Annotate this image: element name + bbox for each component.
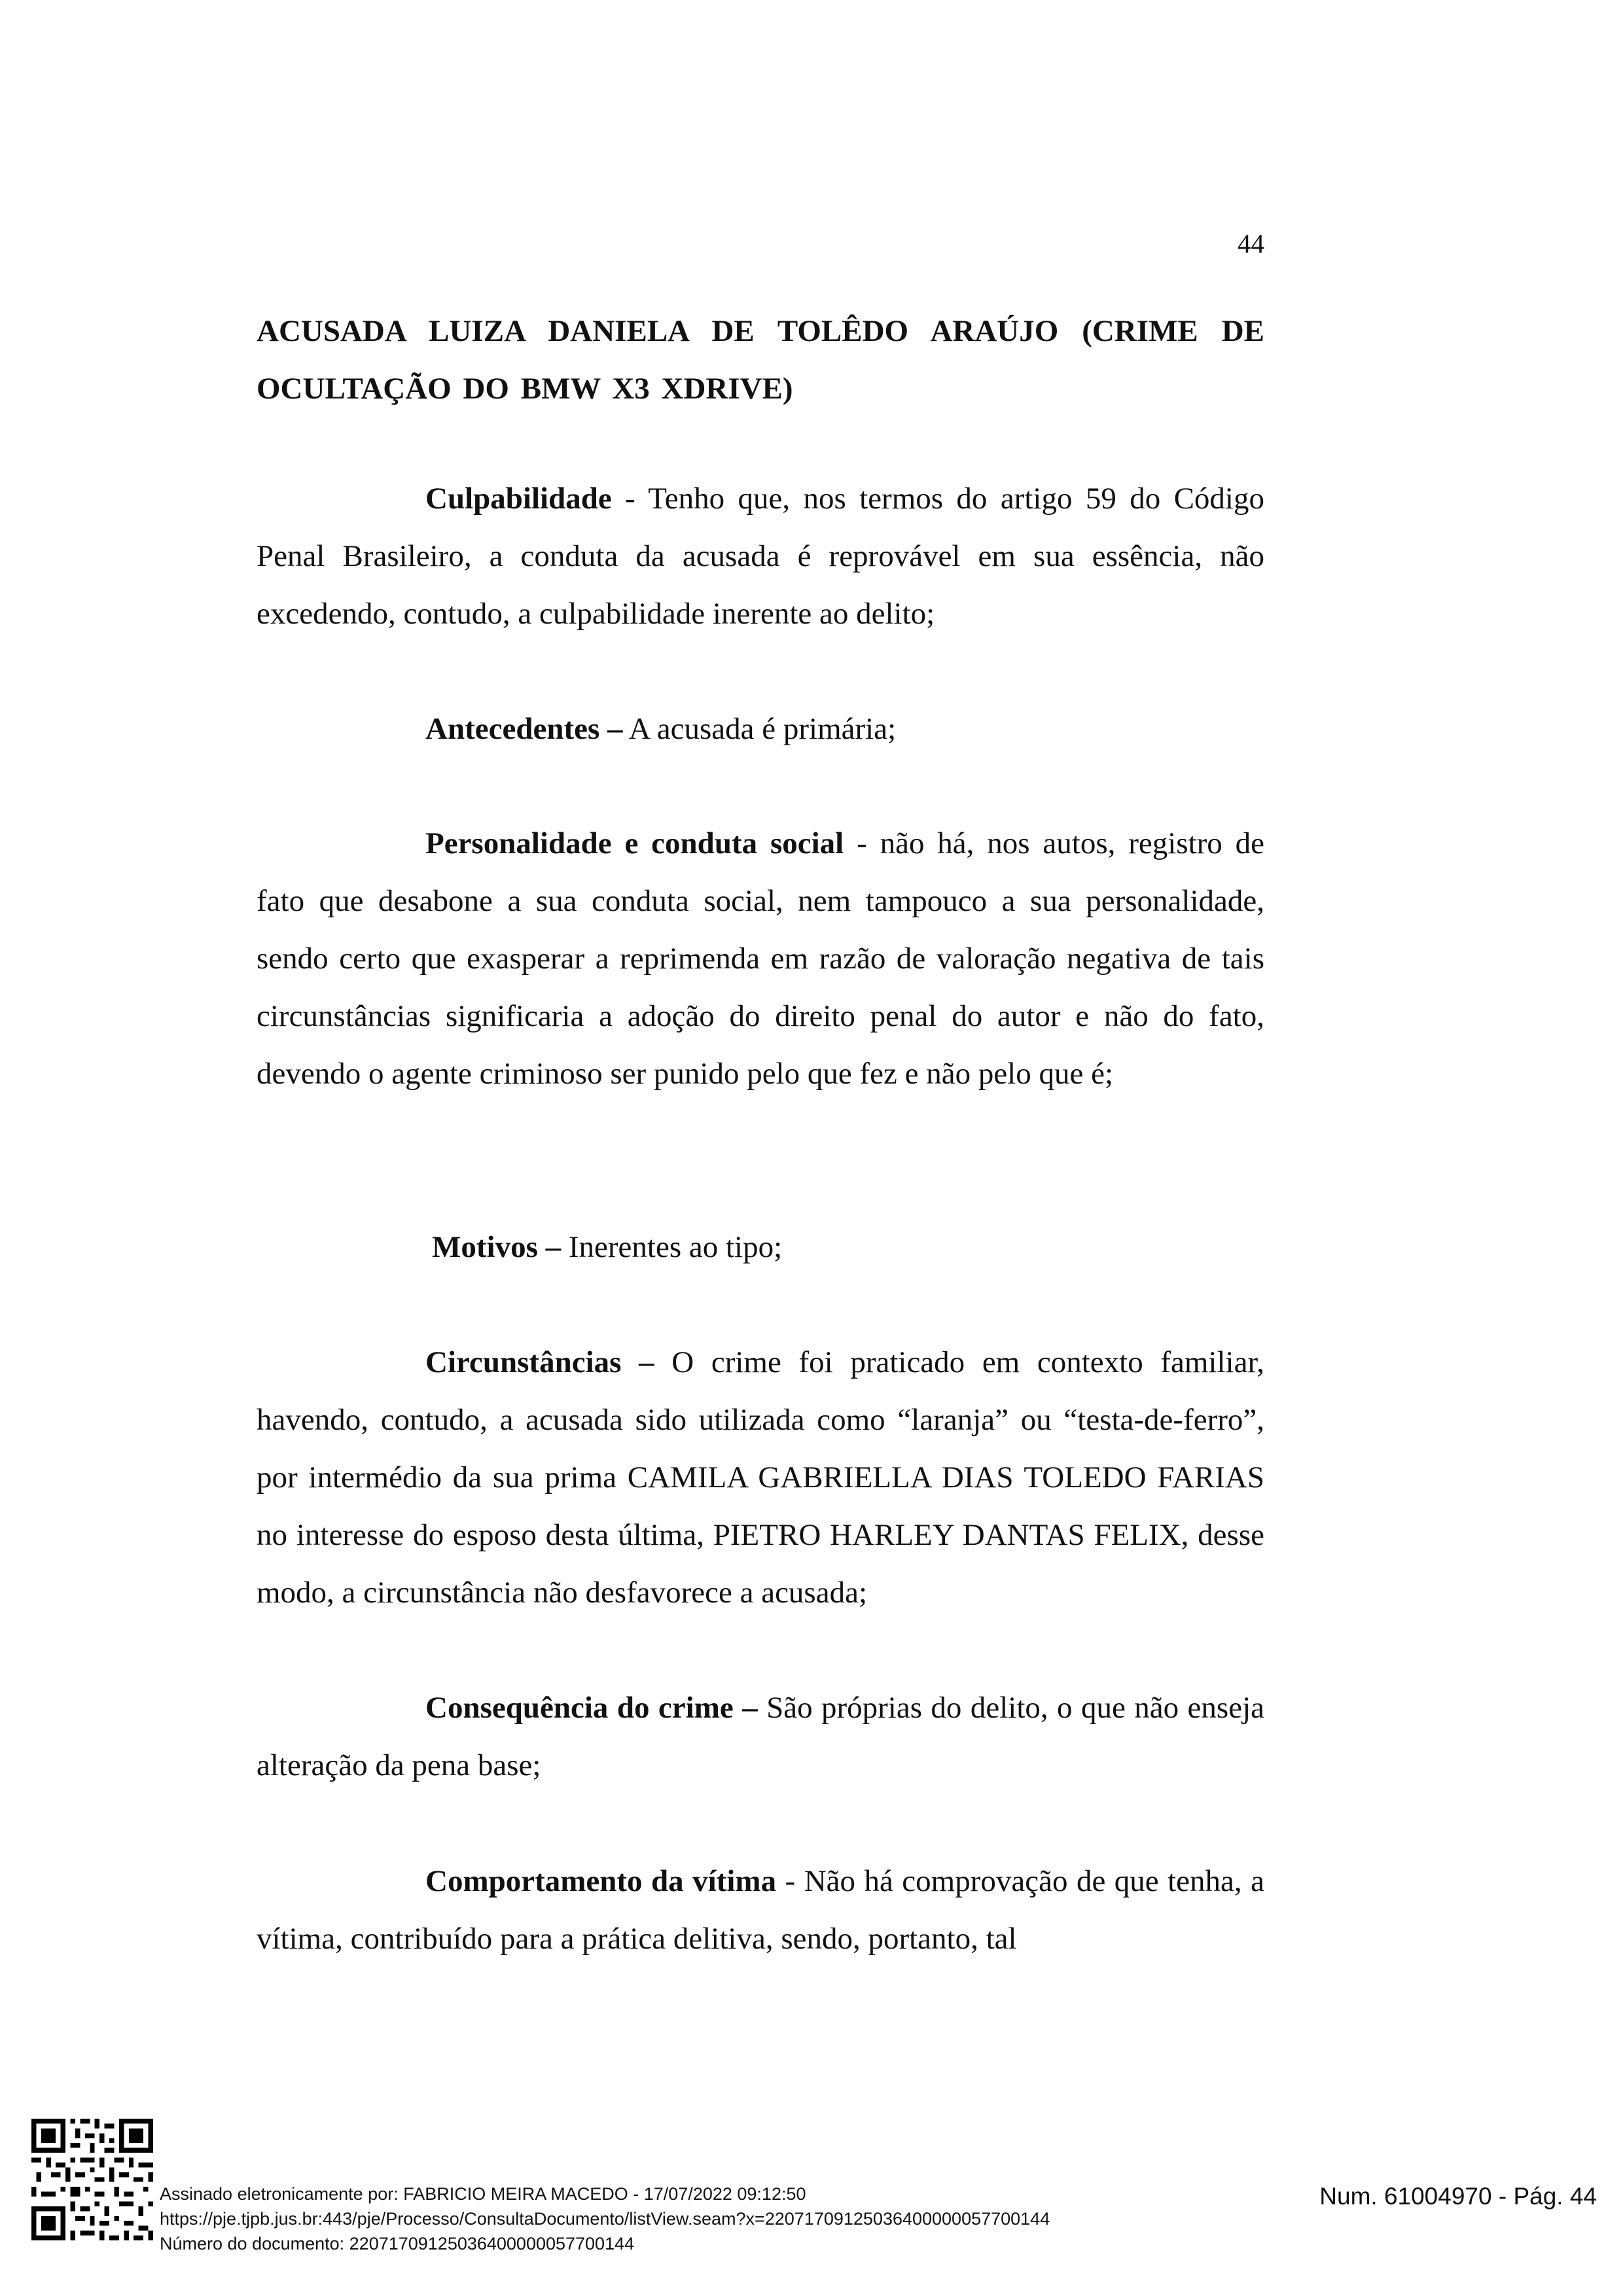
paragraph-circunstancias [257, 1333, 1264, 1621]
paragraph-term: Circunstâncias – [425, 1345, 654, 1379]
paragraph-term: Culpabilidade [425, 482, 612, 516]
qr-code-icon[interactable] [31, 2119, 153, 2240]
paragraph-text: São próprias do delito, o que não enseja alteração da pena base; [257, 1691, 1264, 1782]
paragraph-antecedentes [257, 700, 1264, 758]
page-reference: Num. 61004970 - Pág. 44 [1319, 2183, 1597, 2210]
paragraph-consequencia [257, 1679, 1264, 1794]
paragraph-term: Consequência do crime – [425, 1691, 758, 1725]
page-number: 44 [1238, 228, 1264, 258]
signature-footer [0, 2107, 1623, 2296]
paragraph-motivos [257, 1218, 1264, 1276]
paragraph-text: - Não há comprovação de que tenha, a vítima, contribuído para a prática delitiva, sendo, portanto, tal [257, 1864, 1264, 1956]
paragraph-term: Personalidade e conduta social [425, 826, 844, 860]
document-number-line: Número do documento: 22071709125036400000057700144 [160, 2234, 635, 2253]
paragraph-text: - Tenho que, nos termos do artigo 59 do Código Penal Brasileiro, a conduta da acusada é reprovável em sua essência, não excedendo, contudo, a culpabilidade inerente ao delito; [257, 482, 1264, 631]
paragraph-term: Antecedentes – [425, 712, 623, 746]
paragraph-comportamento [257, 1852, 1264, 1968]
paragraph-culpabilidade [257, 470, 1264, 643]
signature-details [160, 2181, 1050, 2256]
paragraph-text: Inerentes ao tipo; [561, 1230, 783, 1264]
document-url-link[interactable]: https://pje.tjpb.jus.br:443/pje/Processo/ConsultaDocumento/listView.seam?x=22071709125036400000057700144 [160, 2209, 1050, 2229]
paragraph-term: Comportamento da vítima [425, 1864, 777, 1898]
paragraph-term: Motivos – [432, 1230, 562, 1264]
paragraph-text: A acusada é primária; [622, 712, 897, 746]
paragraph-personalidade [257, 815, 1264, 1103]
paragraph-text: O crime foi praticado em contexto familiar, havendo, contudo, a acusada sido utilizada como “laranja” ou “testa-de-ferro”, por intermédio da sua prima CAMILA GABRIELLA DIAS TOLEDO FARIAS no interesse do esposo desta última, PIETRO HARLEY DANTAS FELIX, desse modo, a circunstância não desfavorece a acusada; [257, 1345, 1264, 1610]
signed-by-line: Assinado eletronicamente por: FABRICIO MEIRA MACEDO - 17/07/2022 09:12:50 [160, 2184, 806, 2204]
section-heading: ACUSADA LUIZA DANIELA DE TOLÊDO ARAÚJO (CRIME DE OCULTAÇÃO DO BMW X3 XDRIVE) [257, 314, 1264, 406]
paragraph-text: - não há, nos autos, registro de fato que desabone a sua conduta social, nem tampouco a sua personalidade, sendo certo que exasperar a reprimenda em razão de valoração negativa de tais circunstâncias significaria a adoção do direito penal do autor e não do fato, devendo o agente criminoso ser punido pelo que fez e não pelo que é; [257, 826, 1264, 1091]
